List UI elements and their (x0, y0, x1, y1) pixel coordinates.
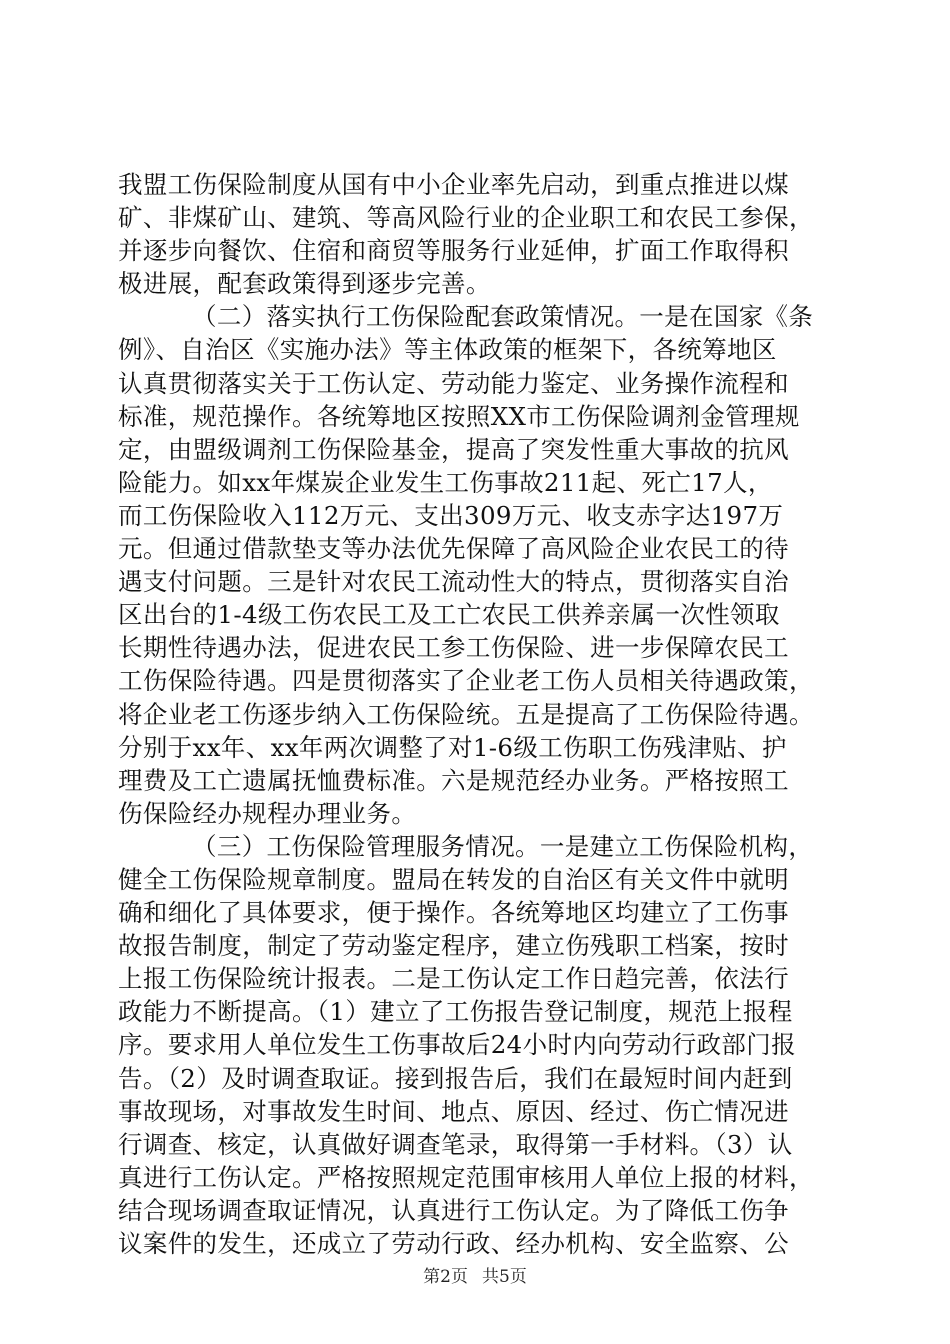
text-line: 标准，规范操作。各统筹地区按照XX市工伤保险调剂金管理规 (118, 401, 800, 431)
text-line: 工伤保险待遇。四是贯彻落实了企业老工伤人员相关待遇政策， (118, 666, 814, 696)
page-footer (0, 1262, 950, 1287)
paragraph-heading-2: （二）落实执行工伤保险配套政策情况。一是在国家《条 (192, 302, 814, 332)
text-line: 上报工伤保险统计报表。二是工伤认定工作日趋完善，依法行 (118, 964, 789, 994)
text-line: 而工伤保险收入112万元、支出309万元、收支赤字达197万 (118, 500, 784, 530)
page-total: 共5页 (482, 1267, 527, 1287)
text-line: 健全工伤保险规章制度。盟局在转发的自治区有关文件中就明 (118, 864, 789, 894)
text-line: 定，由盟级调剂工伤保险基金，提高了突发性重大事故的抗风 (118, 434, 789, 464)
text-line: 例》、自治区《实施办法》等主体政策的框架下，各统筹地区 (118, 335, 777, 365)
text-line: 元。但通过借款垫支等办法优先保障了高风险企业农民工的待 (118, 534, 789, 564)
text-line: 遇支付问题。三是针对农民工流动性大的特点，贯彻落实自治 (118, 567, 789, 597)
text-line: 伤保险经办规程办理业务。 (118, 798, 417, 828)
text-line: 矿、非煤矿山、建筑、等高风险行业的企业职工和农民工参保， (118, 203, 814, 233)
text-line: 长期性待遇办法，促进农民工参工伤保险、进一步保障农民工 (118, 633, 789, 663)
text-line: 真进行工伤认定。严格按照规定范围审核用人单位上报的材料， (118, 1162, 814, 1192)
text-line: 区出台的1-4级工伤农民工及工亡农民工供养亲属一次性领取 (118, 600, 780, 630)
text-line: 分别于xx年、xx年两次调整了对1-6级工伤职工伤残津贴、护 (118, 732, 787, 762)
text-line: 序。要求用人单位发生工伤事故后24小时内向劳动行政部门报 (118, 1030, 796, 1060)
text-line: 并逐步向餐饮、住宿和商贸等服务行业延伸，扩面工作取得积 (118, 236, 789, 266)
text-line: 议案件的发生，还成立了劳动行政、经办机构、安全监察、公 (118, 1229, 789, 1258)
text-line: 确和细化了具体要求，便于操作。各统筹地区均建立了工伤事 (118, 898, 789, 928)
text-line: 极进展，配套政策得到逐步完善。 (118, 269, 491, 299)
text-line: 将企业老工伤逐步纳入工伤保险统。五是提高了工伤保险待遇。 (118, 699, 814, 729)
text-line: 政能力不断提高。（1）建立了工伤报告登记制度，规范上报程 (118, 997, 793, 1027)
text-line: 告。（2）及时调查取证。接到报告后，我们在最短时间内赶到 (118, 1063, 793, 1093)
body-text (118, 168, 848, 1260)
text-line: 理费及工亡遗属抚恤费标准。六是规范经办业务。严格按照工 (118, 765, 789, 795)
page-number: 第2页 (423, 1267, 468, 1287)
paragraph-heading-3: （三）工伤保险管理服务情况。一是建立工伤保险机构， (192, 831, 814, 861)
text-line: 故报告制度，制定了劳动鉴定程序，建立伤残职工档案，按时 (118, 931, 789, 961)
text-line: 险能力。如xx年煤炭企业发生工伤事故211起、死亡17人， (118, 467, 773, 497)
text-line: 结合现场调查取证情况，认真进行工伤认定。为了降低工伤争 (118, 1195, 789, 1225)
text-line: 认真贯彻落实关于工伤认定、劳动能力鉴定、业务操作流程和 (118, 368, 789, 398)
text-line: 事故现场，对事故发生时间、地点、原因、经过、伤亡情况进 (118, 1096, 789, 1126)
text-line: 我盟工伤保险制度从国有中小企业率先启动，到重点推进以煤 (118, 170, 789, 199)
text-line: 行调查、核定，认真做好调查笔录，取得第一手材料。（3）认 (118, 1129, 793, 1159)
